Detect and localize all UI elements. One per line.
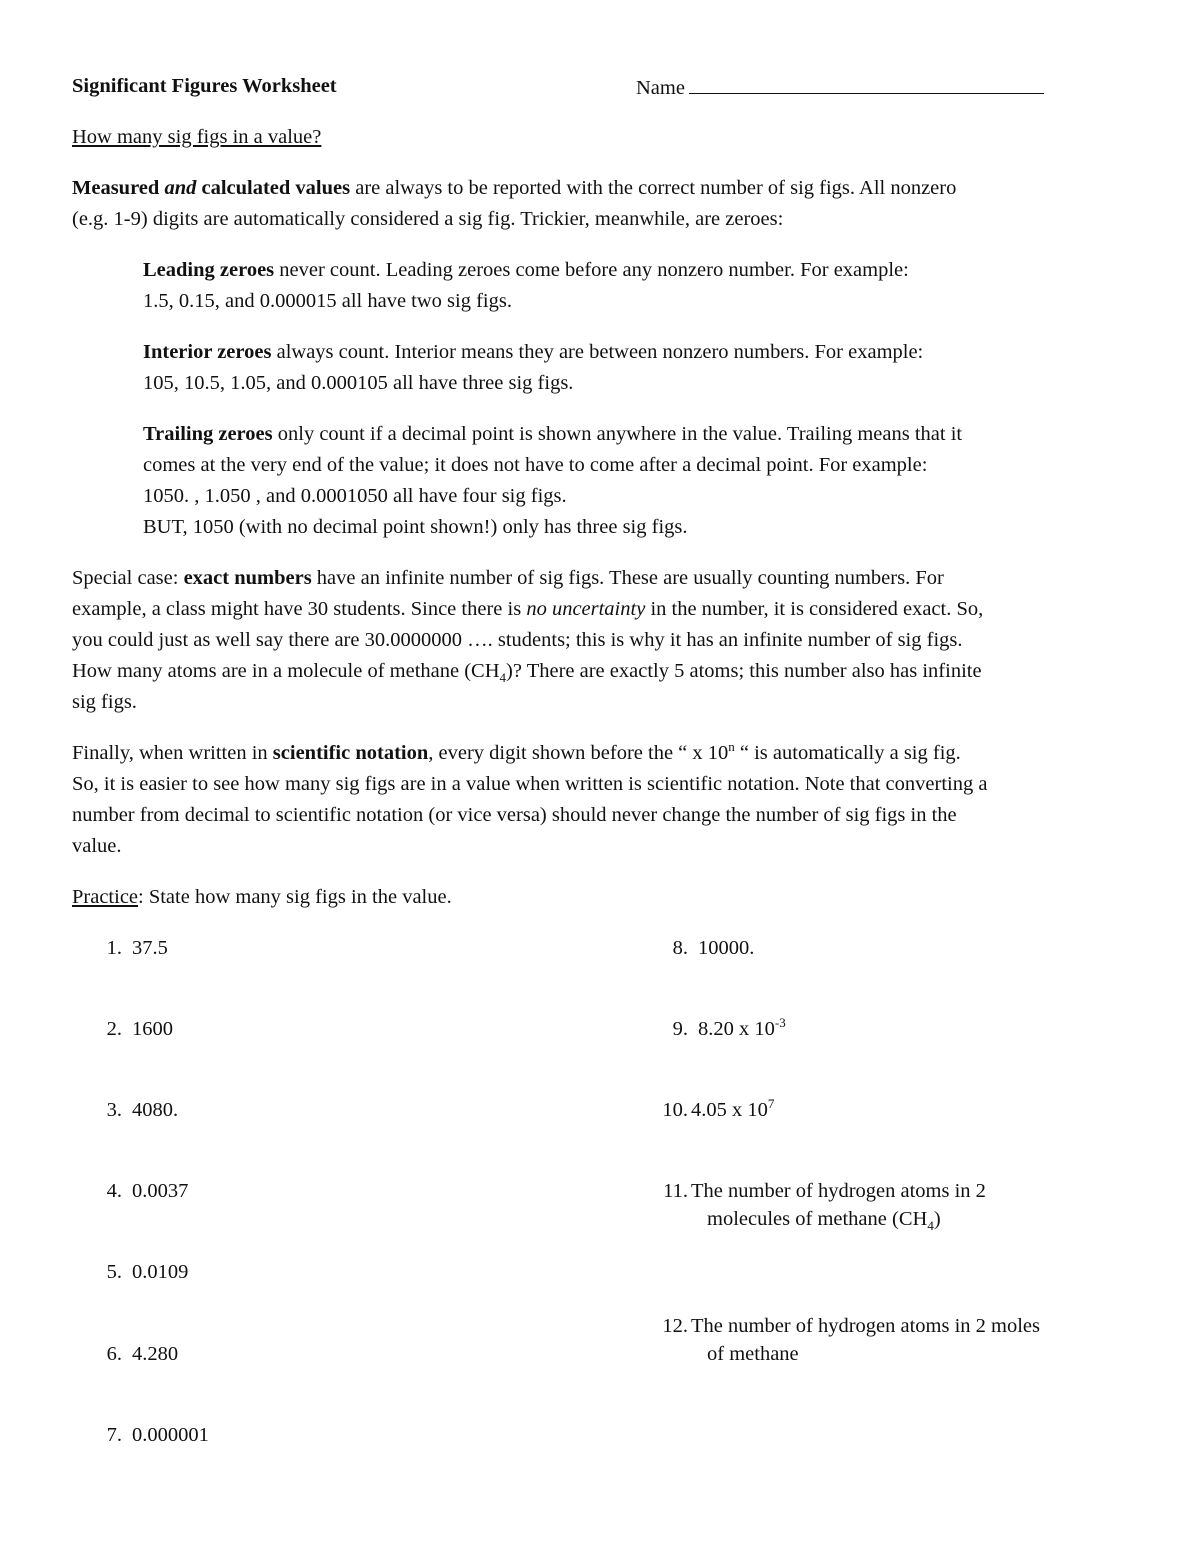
practice-instruction: Practice: State how many sig figs in the value. [72, 886, 452, 908]
leading-zeroes-rule-1: Leading zeroes never count. Leading zeroes come before any nonzero number. For example: [143, 259, 909, 281]
question-12-line-2: of methane [707, 1343, 799, 1365]
name-label: Name [636, 77, 685, 99]
sci-notation-line-4: value. [72, 835, 122, 857]
leading-zeroes-rule-2: 1.5, 0.15, and 0.000015 all have two sig figs. [143, 290, 512, 312]
question-11-line-2: molecules of methane $(CH_4)$ [707, 1208, 941, 1234]
interior-zeroes-rule-2: 105, 10.5, 1.05, and 0.000105 all have three sig figs. [143, 372, 574, 394]
special-case-line-5: sig figs. [72, 691, 137, 713]
sci-notation-line-2: So, it is easier to see how many sig figs are in a value when written is scientific notation. Note that converting a [72, 773, 988, 795]
special-case-line-2: example, a class might have 30 students. Since there is no uncertainty in the number, it is considered exact. So, [72, 598, 984, 620]
trailing-zeroes-rule-1: Trailing zeroes only count if a decimal point is shown anywhere in the value. Trailing means that it [143, 423, 963, 445]
special-case-line-3: you could just as well say there are 30.0000000 …. students; this is why it has an infinite number of sig figs. [72, 629, 963, 651]
trailing-zeroes-rule-4: BUT, 1050 (with no decimal point shown!) only has three sig figs. [143, 516, 688, 538]
intro-paragraph-line-2: (e.g. 1-9) digits are automatically considered a sig fig. Trickier, meanwhile, are zeroes: [72, 208, 784, 230]
section-heading: How many sig figs in a value? [72, 126, 322, 148]
question-5: 5. 0.0109 [106, 1261, 189, 1283]
question-9: 9. 8.20 x $10^{-3}$ [672, 1015, 786, 1040]
name-field[interactable] [636, 73, 1044, 101]
trailing-zeroes-rule-2: comes at the very end of the value; it does not have to come after a decimal point. For example: [143, 454, 928, 476]
question-11-line-1: 11. The number of hydrogen atoms in 2 [663, 1180, 986, 1202]
question-1: 1. 37.5 [106, 937, 168, 959]
question-2: 2. 1600 [106, 1018, 173, 1040]
worksheet-title: Significant Figures Worksheet [72, 75, 337, 97]
trailing-zeroes-rule-3: 1050. , 1.050 , and 0.0001050 all have four sig figs. [143, 485, 567, 507]
question-3: 3. 4080. [106, 1099, 179, 1121]
interior-zeroes-rule-1: Interior zeroes always count. Interior means they are between nonzero numbers. For example: [143, 341, 924, 363]
question-6: 6. 4.280 [106, 1343, 179, 1365]
question-4: 4. 0.0037 [106, 1180, 189, 1202]
name-blank-line[interactable] [689, 73, 1044, 94]
sci-notation-line-3: number from decimal to scientific notation (or vice versa) should never change the number of sig figs in the [72, 804, 957, 826]
question-10: 10. 4.05 x $10^7$ [662, 1096, 775, 1121]
question-8: 8. 10000. [672, 937, 755, 959]
question-7: 7. 0.000001 [106, 1424, 209, 1446]
question-12-line-1: 12. The number of hydrogen atoms in 2 moles [662, 1315, 1041, 1337]
special-case-line-4: How many atoms are in a molecule of methane $(CH_4)$? There are exactly 5 atoms; this number also has infinite [72, 660, 982, 686]
special-case-line-1: Special case: exact numbers have an infinite number of sig figs. These are usually counting numbers. For [72, 567, 944, 589]
sci-notation-line-1: Finally, when written in scientific notation, every digit shown before the “ x 10$^n$ “ is automatically a sig fig. [72, 739, 961, 764]
intro-paragraph-line-1: Measured and calculated values are always to be reported with the correct number of sig figs. All nonzero [72, 177, 957, 199]
